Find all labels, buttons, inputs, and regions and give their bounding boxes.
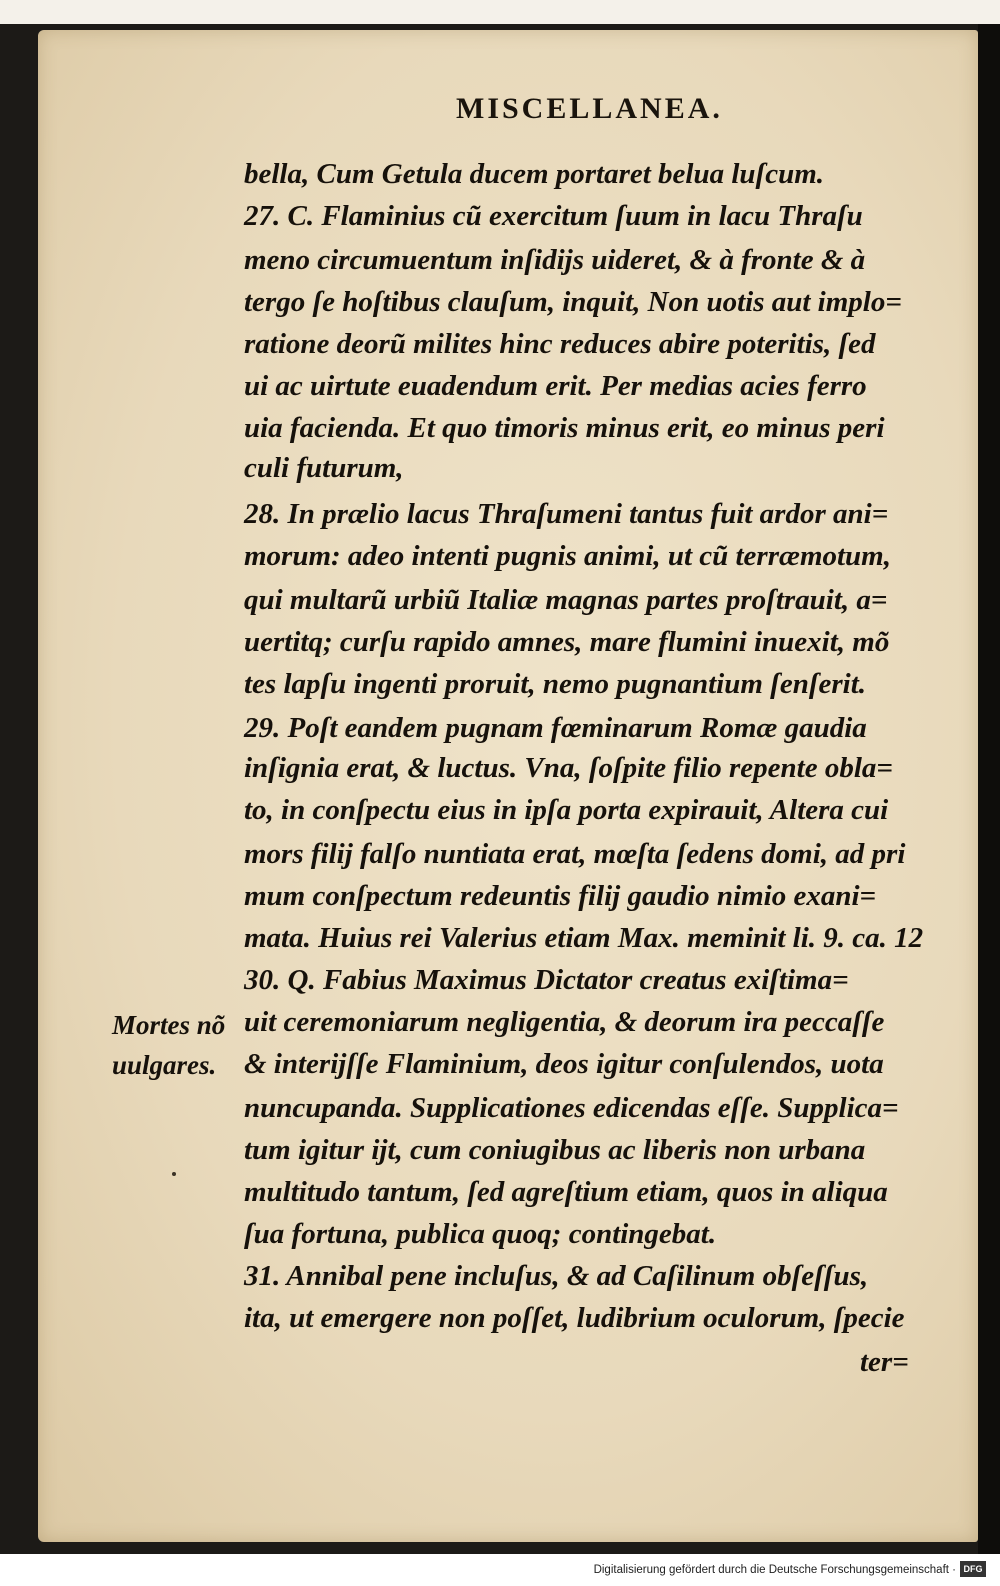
text-line: to, in conſpectu eius in ipſa porta expirauit, Altera cui (244, 794, 889, 826)
text-line: bella, Cum Getula ducem portaret belua luſcum. (244, 158, 825, 190)
text-line: 30. Q. Fabius Maximus Dictator creatus exiſtima= (244, 964, 849, 996)
text-line: 27. C. Flaminius cũ exercitum ſuum in lacu Thraſu (244, 200, 863, 232)
text-line: inſignia erat, & luctus. Vna, ſoſpite filio repente obla= (244, 752, 893, 784)
text-line: nuncupanda. Supplicationes edicendas eſſe. Supplica= (244, 1092, 899, 1124)
text-line: ſua fortuna, publica quoq; contingebat. (244, 1218, 717, 1250)
text-line: morum: adeo intenti pugnis animi, ut cũ terræmotum, (244, 540, 891, 572)
catchword: ter= (860, 1346, 909, 1378)
text-line: tergo ſe hoſtibus clauſum, inquit, Non uotis aut implo= (244, 286, 902, 318)
text-line: tum igitur ijt, cum coniugibus ac liberis non urbana (244, 1134, 866, 1166)
running-header: MISCELLANEA. (456, 92, 723, 125)
ink-speck (172, 1172, 176, 1176)
dfg-logo: DFG (960, 1561, 986, 1577)
text-line: mum conſpectum redeuntis filij gaudio nimio exani= (244, 880, 877, 912)
text-line: ita, ut emergere non poſſet, ludibrium oculorum, ſpecie (244, 1302, 905, 1334)
text-line: & interijſſe Flaminium, deos igitur conſulendos, uota (244, 1048, 884, 1080)
text-line: 29. Poſt eandem pugnam fœminarum Romæ gaudia (244, 712, 867, 744)
text-line: uit ceremoniarum negligentia, & deorum ira peccaſſe (244, 1006, 885, 1038)
margin-note-line: Mortes nõ (112, 1010, 226, 1040)
text-line: ui ac uirtute euadendum erit. Per medias acies ferro (244, 370, 867, 402)
text-line: meno circumuentum inſidijs uideret, & à fronte & à (244, 244, 866, 276)
funding-credit: Digitalisierung gefördert durch die Deutsche Forschungsgemeinschaft · (593, 1564, 956, 1576)
text-line: uertitq; curſu rapido amnes, mare flumini inuexit, mõ (244, 626, 890, 658)
text-line: culi futurum, (244, 452, 404, 484)
margin-note-line: uulgares. (112, 1050, 217, 1080)
text-line: uia facienda. Et quo timoris minus erit, eo minus peri (244, 412, 885, 444)
text-line: tes lapſu ingenti proruit, nemo pugnantium ſenſerit. (244, 668, 866, 700)
text-line: multitudo tantum, ſed agreſtium etiam, quos in aliqua (244, 1176, 888, 1208)
text-line: qui multarũ urbiũ Italiæ magnas partes proſtrauit, a= (244, 584, 888, 616)
text-line: 28. In prælio lacus Thraſumeni tantus fuit ardor ani= (244, 498, 889, 530)
text-line: mors filij falſo nuntiata erat, mœſta ſedens domi, ad pri (244, 838, 906, 870)
text-line: 31. Annibal pene incluſus, & ad Caſilinum obſeſſus, (244, 1260, 869, 1292)
top-border (0, 0, 1000, 24)
text-line: ratione deorũ milites hinc reduces abire poteritis, ſed (244, 328, 876, 360)
text-line: mata. Huius rei Valerius etiam Max. meminit li. 9. ca. 12 (244, 922, 924, 954)
scan-edge (978, 24, 1000, 1554)
